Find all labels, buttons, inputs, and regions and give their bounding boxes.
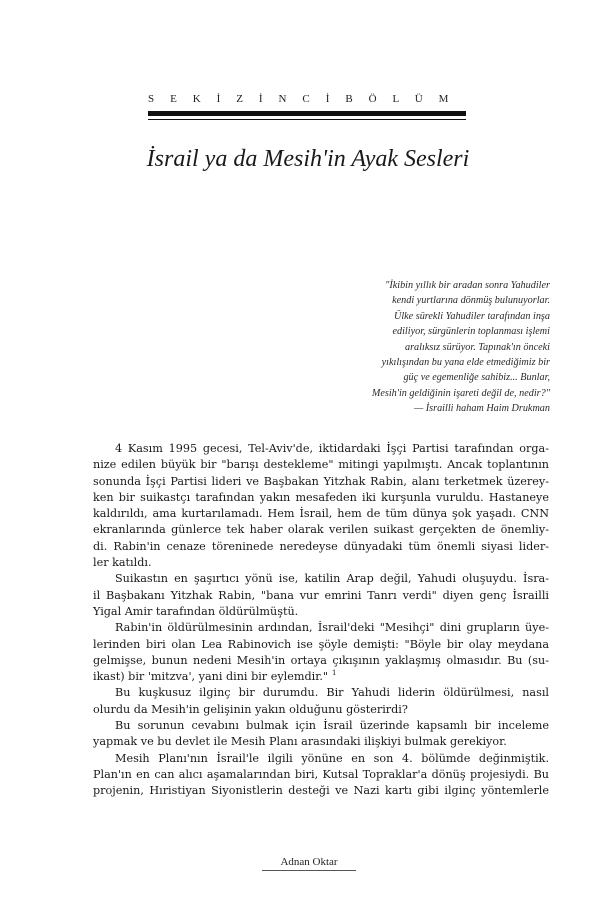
body-line: projenin, Hıristiyan Siyonistlerin desteği ve Nazi kartı gibi ilginç yöntemlerle [93, 784, 549, 798]
body-line: di. Rabin'in cenaze töreninede neredeyse dünyadaki tüm önemli siyasi lider- [93, 539, 549, 553]
epigraph-line: yıkılışından bu yana elde etmediğimiz bir [381, 357, 550, 369]
body-line: ekranlarında günlerce tek haber olarak verilen suikast gerçekten de önemliy- [93, 523, 549, 537]
epigraph-attribution: — İsrailli haham Haim Drukman [414, 403, 550, 415]
body-line: Plan'ın en can alıcı aşamalarından biri, Kutsal Topraklar'a dönüş projesiydi. Bu [93, 767, 549, 781]
chapter-rule-thin [148, 119, 466, 120]
body-line: sonunda İşçi Partisi lideri ve Başbakan Yitzhak Rabin, alanı terketmek üzerey- [93, 474, 549, 488]
body-line: ken bir suikastçı tarafından yakın mesafeden iki kurşunla vuruldu. Hastaneye [93, 490, 549, 504]
body-line: yapmak ve bu devlet ile Mesih Planı arasındaki ilişkiyi bulmak gerekiyor. [93, 735, 507, 749]
footnote-marker[interactable]: 1 [332, 669, 337, 678]
epigraph-line: Mesih'in geldiğinin işareti değil de, nedir?" [371, 387, 550, 399]
body-line-with-footnote [93, 669, 549, 685]
body-line: Suikastın en şaşırtıcı yönü ise, katilin Arap değil, Yahudi oluşuydu. İsra- [115, 572, 549, 586]
chapter-title: İsrail ya da Mesih'in Ayak Sesleri [146, 146, 470, 172]
body-line: ler katıldı. [93, 556, 152, 570]
body-text [93, 441, 549, 800]
chapter-label: S E K İ Z İ N C İ B Ö L Ü M [148, 93, 456, 105]
body-line: Mesih Planı'nın İsrail'le ilgili yönüne en son 4. bölümde değinmiştik. [115, 751, 549, 765]
body-line: il Başbakanı Yitzhak Rabin, "bana vur emrini Tanrı verdi" diyen genç İsrailli [93, 588, 549, 602]
epigraph-quote [250, 278, 550, 417]
body-line: Bu kuşkusuz ilginç bir durumdu. Bir Yahudi liderin öldürülmesi, nasıl [115, 686, 549, 700]
body-line: gelmişse, bunun nedeni Mesih'in ortaya çıkışının yaklaşmış olmasıdır. Bu (su- [93, 653, 549, 667]
epigraph-line: güç ve egemenliğe sahibiz... Bunlar, [403, 372, 550, 384]
body-line: Bu sorunun cevabını bulmak için İsrail üzerinde kapsamlı bir inceleme [115, 719, 549, 733]
epigraph-line: Ülke sürekli Yahudiler tarafından inşa [393, 310, 550, 322]
body-line: kaldırıldı, ama kurtarılamadı. Hem İsrail, hem de tüm dünya şok yaşadı. CNN [93, 507, 549, 521]
body-line-text: ikast) bir 'mitzva', yani dini bir eylemdir." [93, 670, 329, 684]
epigraph-line: aralıksız sürüyor. Tapınak'ın önceki [405, 341, 550, 353]
body-line: Rabin'in öldürülmesinin ardından, İsrail'deki "Mesihçi" dini grupların üye- [115, 621, 549, 635]
body-line: 4 Kasım 1995 gecesi, Tel-Aviv'de, iktidardaki İşçi Partisi tarafından orga- [115, 442, 549, 455]
epigraph-line: ediliyor, sürgünlerin toplanması işlemi [392, 326, 550, 338]
chapter-rule-thick [148, 111, 466, 116]
page-footer-author: Adnan Oktar [262, 856, 356, 871]
body-line: Yigal Amir tarafından öldürülmüştü. [93, 604, 299, 618]
body-line: nize edilen büyük bir "barışı destekleme" mitingi yapılmıştı. Ancak toplantının [93, 458, 549, 472]
body-line: lerinden biri olan Lea Rabinovich ise şöyle demişti: "Böyle bir olay meydana [93, 637, 549, 651]
body-line: olurdu da Mesih'in gelişinin yakın olduğunu gösterirdi? [93, 702, 408, 716]
epigraph-line: kendi yurtlarına dönmüş bulunuyorlar. [392, 295, 550, 307]
epigraph-line: "İkibin yıllık bir aradan sonra Yahudiler [385, 280, 550, 291]
